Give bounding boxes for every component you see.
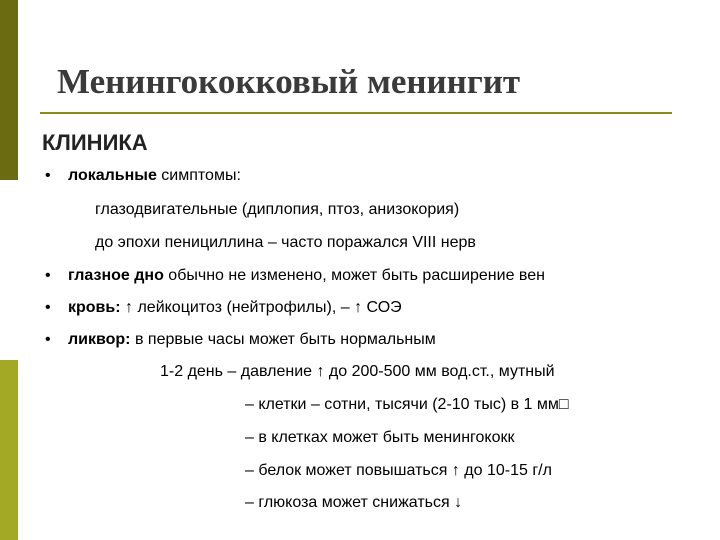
item-bold-label: кровь: [68, 299, 121, 316]
list-item-blood [68, 298, 402, 318]
left-bar-middle-segment [0, 180, 18, 360]
item-text: обычно не изменено, может быть расширение вен [163, 267, 545, 284]
list-item-cells [245, 395, 569, 415]
title-divider [40, 112, 672, 114]
slide-title: Менингококковый менингит [57, 62, 521, 101]
bullet-marker: • [45, 299, 51, 316]
bullet-marker: • [45, 267, 51, 284]
item-text: ↑ лейкоцитоз (нейтрофилы), – ↑ СОЭ [120, 299, 402, 316]
item-bold-label: глазное дно [68, 267, 164, 284]
item-bold-label: локальные [68, 167, 157, 184]
item-text: симптомы: [156, 167, 241, 184]
list-item-protein: – белок может повышаться ↑ до 10-15 г/л [245, 462, 552, 479]
item-text: в первые часы может быть нормальным [130, 331, 436, 348]
list-item-oculomotor: глазодвигательные (диплопия, птоз, анизокория) [95, 201, 460, 218]
item-bold-label: ликвор: [68, 331, 131, 348]
bullet-marker: • [45, 167, 51, 184]
list-item-meningococcus: – в клетках может быть менингококк [245, 429, 515, 446]
left-bar-top-segment [0, 0, 18, 180]
left-accent-bar [0, 0, 18, 540]
list-item-day-1-2: 1-2 день – давление ↑ до 200-500 мм вод.ст., мутный [160, 363, 555, 380]
list-item-fundus [68, 266, 545, 286]
bullet-marker: • [45, 331, 51, 348]
list-item-penicillin: до эпохи пенициллина – часто поражался VIII нерв [95, 234, 476, 251]
box-glyph: □ [558, 396, 569, 413]
list-item-local [68, 166, 241, 186]
section-heading: КЛИНИКА [42, 130, 148, 155]
list-item-glucose: – глюкоза может снижаться ↓ [245, 494, 463, 511]
item-text: – клетки – сотни, тысячи (2-10 тыс) в 1 мм [245, 396, 559, 413]
list-item-csf [68, 330, 436, 350]
left-bar-bottom-segment [0, 360, 18, 540]
